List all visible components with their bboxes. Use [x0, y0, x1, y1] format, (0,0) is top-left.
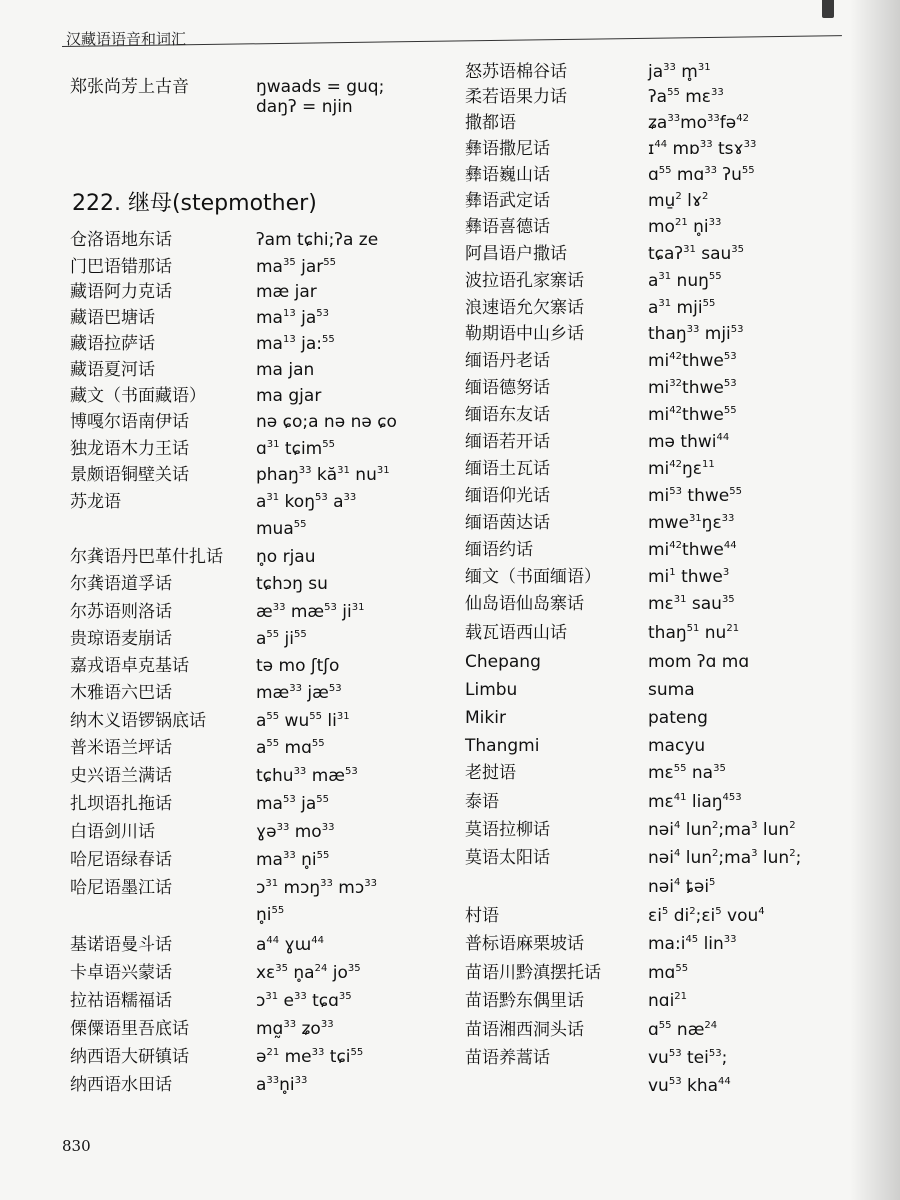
right-language-name: 苗语湘西洞头话 [465, 1020, 584, 1040]
tone-superscript: 55 [667, 87, 680, 98]
tone-superscript: 32 [669, 378, 683, 389]
tone-superscript: 45 [685, 934, 699, 945]
left-language-name: 哈尼语绿春话 [70, 850, 172, 870]
tone-superscript: 53 [314, 492, 328, 503]
left-language-name: 藏语夏河话 [70, 360, 155, 380]
right-word-form: $vu^{53}$ tei$^{53}$; [648, 1048, 728, 1068]
tone-superscript: 31 [336, 711, 350, 722]
tone-superscript: 31 [697, 62, 711, 73]
left-language-name: 纳西语水田话 [70, 1075, 172, 1095]
tone-superscript: 31 [266, 439, 280, 450]
tone-superscript: 35 [713, 763, 726, 774]
right-language-name: Chepang [465, 652, 541, 672]
tone-superscript: 44 [723, 540, 737, 551]
right-language-name: 柔若语果力话 [465, 87, 567, 107]
left-word-form: mua$^{55}$ [256, 519, 307, 539]
right-word-form: nəi$^4$ $lun^2;ma^3$ lun$^2$ [648, 820, 796, 840]
tone-superscript: 21 [674, 217, 688, 228]
tone-superscript: 33 [704, 165, 718, 176]
left-word-form: n̥o rjau [256, 547, 316, 567]
left-language-name: 纳西语大研镇话 [70, 1047, 189, 1067]
right-language-name: 苗语黔东偶里话 [465, 991, 584, 1011]
right-language-name: 莫语拉柳话 [465, 820, 550, 840]
tone-superscript: 31 [688, 513, 702, 524]
tone-superscript: 53 [723, 378, 737, 389]
right-word-form: $a^{31}$ mji$^{55}$ [648, 298, 716, 318]
tone-superscript: 33 [311, 1047, 325, 1058]
left-word-form: tə mo ʃtʃo [256, 656, 340, 676]
left-language-name: 景颇语铜壁关话 [70, 465, 189, 485]
running-header: 汉藏语语音和词汇 [66, 30, 187, 48]
right-word-form: $vu^{53}$ kha$^{44}$ [648, 1076, 731, 1096]
right-language-name: 阿昌语户撒话 [465, 244, 567, 264]
tone-superscript: 55 [723, 405, 737, 416]
tone-superscript: 31 [658, 271, 672, 282]
tone-superscript: 3 [751, 848, 758, 859]
tone-superscript: 53 [324, 602, 337, 613]
left-language-name: 白语剑川话 [70, 822, 155, 842]
right-word-form: $mi^{42}thwe^{55}$ [648, 405, 737, 425]
tone-superscript: 33 [298, 465, 312, 476]
tone-superscript: 21 [674, 991, 688, 1002]
tone-superscript: 55 [311, 738, 325, 749]
tone-superscript: 5 [709, 877, 716, 888]
right-word-form: mɑ$^{55}$ [648, 963, 689, 983]
tone-superscript: 55 [294, 629, 307, 640]
tone-superscript: 42 [669, 351, 683, 362]
right-word-form: mɛ$^{41}$ liaŋ$^{453}$ [648, 792, 742, 812]
tone-superscript: 35 [347, 963, 361, 974]
left-language-name: 郑张尚芳上古音 [70, 77, 189, 97]
right-language-name: 缅文（书面缅语） [465, 567, 601, 587]
right-language-name: 彝语喜德话 [465, 217, 550, 237]
left-word-form: ma jan [256, 360, 315, 380]
tone-superscript: 33 [699, 139, 713, 150]
tone-superscript: 33 [293, 766, 307, 777]
left-language-name: 扎坝语扎拖话 [70, 794, 172, 814]
right-word-form: nəi$^4$ $lun^2;ma^3$ lun$^2$; [648, 848, 802, 868]
tone-superscript: 53 [282, 794, 296, 805]
left-language-name: 木雅语六巴话 [70, 683, 172, 703]
right-word-form: $mi^{42}thwe^{44}$ [648, 540, 737, 560]
right-word-form: ɪ$^{44}$ mɒ$^{33}$ tsɤ$^{33}$ [648, 139, 757, 159]
tone-superscript: 31 [337, 465, 350, 476]
right-language-name: 仙岛语仙岛寨话 [465, 594, 584, 614]
right-word-form: mwe$^{31}$ŋɛ$^{33}$ [648, 513, 735, 533]
right-language-name: 缅语德努话 [465, 378, 550, 398]
page-edge-shadow [850, 0, 900, 1200]
left-word-form: $mæ^{33}$ $jæ^{53}$ [256, 683, 342, 703]
left-language-name: 史兴语兰满话 [70, 766, 172, 786]
tone-superscript: 33 [266, 1075, 280, 1086]
left-word-form: $ma^{35}$ jar$^{55}$ [256, 257, 336, 277]
tone-superscript: 33 [282, 850, 296, 861]
right-word-form: thaŋ$^{51}$ $nu^{21}$ [648, 623, 740, 643]
tone-superscript: 21 [726, 623, 740, 634]
right-word-form: nɑi$^{21}$ [648, 991, 688, 1011]
tone-superscript: 33 [320, 1019, 334, 1030]
left-word-form: $ma^{13}$ $ja^{53}$ [256, 308, 329, 328]
right-word-form: thaŋ$^{33}$ mji$^{53}$ [648, 324, 744, 344]
tone-superscript: 33 [708, 217, 722, 228]
right-language-name: 彝语武定话 [465, 191, 550, 211]
left-word-form: daŋʔ = njin [256, 97, 353, 117]
tone-superscript: 53 [668, 1076, 682, 1087]
right-word-form: ɑ$^{55}$ $næ^{24}$ [648, 1020, 718, 1040]
tone-superscript: 55 [322, 334, 335, 345]
tone-superscript: 55 [271, 905, 285, 916]
page-corner-tab [822, 0, 834, 18]
tone-superscript: 31 [658, 298, 672, 309]
tone-superscript: 4 [758, 906, 765, 917]
tone-superscript: 55 [309, 711, 322, 722]
right-word-form: $mi^{42}ŋɛ^{11}$ [648, 459, 715, 479]
tone-superscript: 33 [710, 87, 724, 98]
tone-superscript: 55 [322, 439, 335, 450]
tone-superscript: 13 [282, 334, 296, 345]
right-language-name: 撒都语 [465, 113, 516, 133]
left-language-name: 尔龚语丹巴革什扎话 [70, 547, 223, 567]
left-language-name: 哈尼语墨江话 [70, 878, 172, 898]
tone-superscript: 4 [673, 848, 681, 859]
tone-superscript: 53 [723, 351, 737, 362]
tone-superscript: 35 [721, 594, 735, 605]
tone-superscript: 55 [702, 298, 716, 309]
tone-superscript: 5 [715, 906, 722, 917]
tone-superscript: 55 [266, 738, 280, 749]
left-word-form: $ma^{13}$ ja:$^{55}$ [256, 334, 335, 354]
tone-superscript: 55 [673, 763, 687, 774]
right-word-form: $ʑa^{33}mo^{33}fə^{42}$ [648, 113, 749, 133]
tone-superscript: 53 [669, 486, 683, 497]
tone-superscript: 55 [316, 850, 330, 861]
right-language-name: 缅语土瓦话 [465, 459, 550, 479]
right-language-name: 勒期语中山乡话 [465, 324, 584, 344]
tone-superscript: 33 [289, 683, 302, 694]
right-word-form: $mi^1$ thwe$^3$ [648, 567, 730, 587]
left-language-name: 博嘎尔语南伊话 [70, 412, 189, 432]
tone-superscript: 35 [338, 991, 352, 1002]
tone-superscript: 1 [669, 567, 676, 578]
tone-superscript: 55 [266, 629, 280, 640]
left-word-form: ɑ$^{31}$ tɕim$^{55}$ [256, 439, 335, 459]
right-language-name: 载瓦语西山话 [465, 623, 567, 643]
tone-superscript: 31 [265, 878, 279, 889]
left-language-name: 拉祜语糯福话 [70, 991, 172, 1011]
tone-superscript: 31 [673, 594, 687, 605]
tone-superscript: 53 [708, 1048, 722, 1059]
right-word-form: mɛ$^{31}$ sau$^{35}$ [648, 594, 735, 614]
tone-superscript: 42 [669, 459, 683, 470]
tone-superscript: 33 [283, 1019, 297, 1030]
tone-superscript: 33 [721, 513, 735, 524]
right-word-form: $mi^{32}thwe^{53}$ [648, 378, 737, 398]
tone-superscript: 31 [351, 602, 365, 613]
right-word-form: macyu [648, 736, 706, 756]
tone-superscript: 33 [320, 878, 333, 889]
right-word-form: ɛi$^5$ $di^2;ɛi^5$ vou$^4$ [648, 906, 765, 926]
tone-superscript: 33 [364, 878, 377, 889]
tone-superscript: 55 [316, 794, 329, 805]
tone-superscript: 55 [658, 1020, 672, 1031]
tone-superscript: 35 [731, 244, 745, 255]
left-word-form: mæ jar [256, 282, 317, 302]
tone-superscript: 33 [743, 139, 757, 150]
right-language-name: 村语 [465, 906, 499, 926]
left-language-name: 独龙语木力王话 [70, 439, 189, 459]
tone-superscript: 44 [654, 139, 668, 150]
right-language-name: 老挝语 [465, 763, 516, 783]
left-word-form: ə$^{21}$ $me^{33}$ tɕi$^{55}$ [256, 1047, 364, 1067]
left-word-form: ɔ$^{31}$ $e^{33}$ tɕɑ$^{35}$ [256, 991, 352, 1011]
right-language-name: 彝语巍山话 [465, 165, 550, 185]
right-language-name: 缅语丹老话 [465, 351, 550, 371]
left-language-name: 纳木义语锣锅底话 [70, 711, 206, 731]
left-word-form: $a^{33}n̥i^{33}$ [256, 1075, 308, 1095]
right-language-name: Mikir [465, 708, 506, 728]
tone-superscript: 33 [686, 324, 700, 335]
tone-superscript: 55 [323, 257, 336, 268]
tone-superscript: 33 [343, 492, 357, 503]
tone-superscript: 2 [701, 191, 709, 202]
tone-superscript: 53 [344, 766, 358, 777]
right-language-name: Limbu [465, 680, 518, 700]
right-language-name: 普标语麻栗坡话 [465, 934, 584, 954]
left-word-form: $a^{31}$ koŋ$^{53}$ $a^{33}$ [256, 492, 357, 512]
tone-superscript: 55 [741, 165, 755, 176]
left-word-form: ɔ$^{31}$ mɔŋ$^{33}$ mɔ$^{33}$ [256, 878, 377, 898]
left-word-form: $a^{55}$ $wu^{55}$ $li^{31}$ [256, 711, 350, 731]
left-language-name: 尔苏语则洛话 [70, 602, 172, 622]
right-word-form: ɑ$^{55}$ mɑ$^{33}$ ʔu$^{55}$ [648, 165, 755, 185]
left-language-name: 贵琼语麦崩话 [70, 629, 172, 649]
tone-superscript: 31 [265, 991, 279, 1002]
right-language-name: 缅语东友话 [465, 405, 550, 425]
right-word-form: mu̱$^2$ lɤ$^2$ [648, 191, 709, 211]
tone-superscript: 44 [311, 935, 324, 946]
right-language-name: 缅语茵达话 [465, 513, 550, 533]
right-language-name: 波拉语孔家寨话 [465, 271, 584, 291]
left-word-form: tɕhu$^{33}$ $mæ^{53}$ [256, 766, 358, 786]
tone-superscript: 31 [376, 465, 390, 476]
left-word-form: nə ɕo;a nə nə ɕo [256, 412, 397, 432]
left-word-form: ɣə$^{33}$ $mo^{33}$ [256, 822, 335, 842]
tone-superscript: 53 [316, 308, 329, 319]
tone-superscript: 41 [673, 792, 687, 803]
tone-superscript: 55 [266, 711, 280, 722]
right-language-name: 缅语约话 [465, 540, 533, 560]
tone-superscript: 33 [723, 934, 737, 945]
left-word-form: phaŋ$^{33}$ $kă^{31}$ $nu^{31}$ [256, 465, 390, 485]
tone-superscript: 5 [661, 906, 669, 917]
left-language-name: 藏语阿力克话 [70, 282, 172, 302]
page-number: 830 [62, 1137, 91, 1155]
right-language-name: 缅语若开话 [465, 432, 550, 452]
left-word-form: $n̥i^{55}$ [256, 905, 285, 925]
left-word-form: ma gjar [256, 386, 322, 406]
tone-superscript: 13 [282, 308, 296, 319]
tone-superscript: 53 [668, 1048, 682, 1059]
left-language-name: 卡卓语兴蒙话 [70, 963, 172, 983]
tone-superscript: 42 [669, 540, 683, 551]
right-word-form: tɕaʔ$^{31}$ sau$^{35}$ [648, 244, 745, 264]
right-language-name: 浪速语允欠寨话 [465, 298, 584, 318]
left-language-name: 嘉戎语卓克基话 [70, 656, 189, 676]
tone-superscript: 2 [675, 191, 682, 202]
tone-superscript: 55 [293, 519, 307, 530]
left-word-form: ŋwaads = guq; [256, 77, 385, 97]
section-title: 222. 继母(stepmother) [72, 191, 317, 216]
tone-superscript: 4 [673, 820, 681, 831]
tone-superscript: 55 [708, 271, 722, 282]
tone-superscript: 11 [702, 459, 715, 470]
right-word-form: mɛ$^{55}$ $na^{35}$ [648, 763, 726, 783]
tone-superscript: 33 [294, 1075, 308, 1086]
tone-superscript: 2 [789, 820, 796, 831]
right-word-form: $ja^{33}$ m̥$^{31}$ [648, 62, 711, 82]
tone-superscript: 53 [328, 683, 342, 694]
right-language-name: Thangmi [465, 736, 540, 756]
tone-superscript: 44 [718, 1076, 731, 1087]
tone-superscript: 44 [716, 432, 730, 443]
left-language-name: 门巴语错那话 [70, 257, 172, 277]
right-word-form: mom ʔɑ mɑ [648, 652, 750, 672]
left-language-name: 藏文（书面藏语） [70, 386, 206, 406]
left-word-form: $a^{44}$ ɣɯ$^{44}$ [256, 935, 324, 955]
left-language-name: 藏语拉萨话 [70, 334, 155, 354]
left-word-form: $æ^{33}$ $mæ^{53}$ $ji^{31}$ [256, 602, 365, 622]
left-word-form: ʔam tɕhi;ʔa ze [256, 230, 379, 250]
tone-superscript: 31 [266, 492, 280, 503]
tone-superscript: 2 [689, 906, 696, 917]
tone-superscript: 33 [276, 822, 290, 833]
left-word-form: $ma^{53}$ $ja^{55}$ [256, 794, 329, 814]
tone-superscript: 55 [729, 486, 742, 497]
right-word-form: pateng [648, 708, 708, 728]
tone-superscript: 51 [686, 623, 700, 634]
left-language-name: 尔龚语道孚话 [70, 574, 172, 594]
tone-superscript: 31 [683, 244, 696, 255]
right-word-form: mə thwi$^{44}$ [648, 432, 730, 452]
left-word-form: $a^{55}$ $ji^{55}$ [256, 629, 307, 649]
tone-superscript: 53 [730, 324, 744, 335]
left-language-name: 藏语巴塘话 [70, 308, 155, 328]
right-word-form: $ma:i^{45}$ lin$^{33}$ [648, 934, 737, 954]
tone-superscript: 33 [321, 822, 335, 833]
tone-superscript: 24 [314, 963, 328, 974]
right-word-form: ʔa$^{55}$ mɛ$^{33}$ [648, 87, 724, 107]
tone-superscript: 2 [712, 848, 719, 859]
right-language-name: 怒苏语棉谷话 [465, 62, 567, 82]
left-language-name: 傈僳语里吾底话 [70, 1019, 189, 1039]
left-language-name: 苏龙语 [70, 492, 121, 512]
tone-superscript: 33 [272, 602, 286, 613]
tone-superscript: 44 [266, 935, 280, 946]
right-word-form: $mo^{21}$ $n̥i^{33}$ [648, 217, 722, 237]
tone-superscript: 33 [707, 113, 720, 124]
left-word-form: $a^{55}$ mɑ$^{55}$ [256, 738, 325, 758]
tone-superscript: 2 [789, 848, 796, 859]
right-language-name: 苗语川黔滇摆托话 [465, 963, 601, 983]
tone-superscript: 55 [350, 1047, 364, 1058]
right-language-name: 苗语养蒿话 [465, 1048, 550, 1068]
right-language-name: 莫语太阳话 [465, 848, 550, 868]
tone-superscript: 35 [282, 257, 296, 268]
right-word-form: $mi^{42}thwe^{53}$ [648, 351, 737, 371]
right-word-form: nəi$^4$ ȶəi$^5$ [648, 877, 716, 897]
left-language-name: 仓洛语地东话 [70, 230, 172, 250]
left-word-form: $ma^{33}$ $n̥i^{55}$ [256, 850, 330, 870]
tone-superscript: 33 [667, 113, 681, 124]
left-word-form: xɛ$^{35}$ $n̥a^{24}$ $jo^{35}$ [256, 963, 361, 983]
tone-superscript: 453 [722, 792, 742, 803]
tone-superscript: 33 [293, 991, 307, 1002]
left-word-form: tɕhɔŋ su [256, 574, 328, 594]
left-language-name: 普米语兰坪话 [70, 738, 172, 758]
tone-superscript: 3 [722, 567, 730, 578]
right-language-name: 彝语撒尼话 [465, 139, 550, 159]
tone-superscript: 2 [712, 820, 719, 831]
tone-superscript: 24 [704, 1020, 718, 1031]
tone-superscript: 3 [751, 820, 758, 831]
left-word-form: mɑ̰$^{33}$ ʑo$^{33}$ [256, 1019, 334, 1039]
tone-superscript: 4 [673, 877, 681, 888]
tone-superscript: 35 [275, 963, 288, 974]
tone-superscript: 42 [736, 113, 749, 124]
left-language-name: 基诺语曼斗话 [70, 935, 172, 955]
right-language-name: 缅语仰光话 [465, 486, 550, 506]
right-language-name: 泰语 [465, 792, 499, 812]
tone-superscript: 42 [669, 405, 683, 416]
right-word-form: suma [648, 680, 695, 700]
tone-superscript: 33 [663, 62, 676, 73]
tone-superscript: 55 [675, 963, 689, 974]
tone-superscript: 21 [266, 1047, 280, 1058]
tone-superscript: 55 [658, 165, 672, 176]
right-word-form: $a^{31}$ nuŋ$^{55}$ [648, 271, 722, 291]
right-word-form: $mi^{53}$ thwe$^{55}$ [648, 486, 742, 506]
